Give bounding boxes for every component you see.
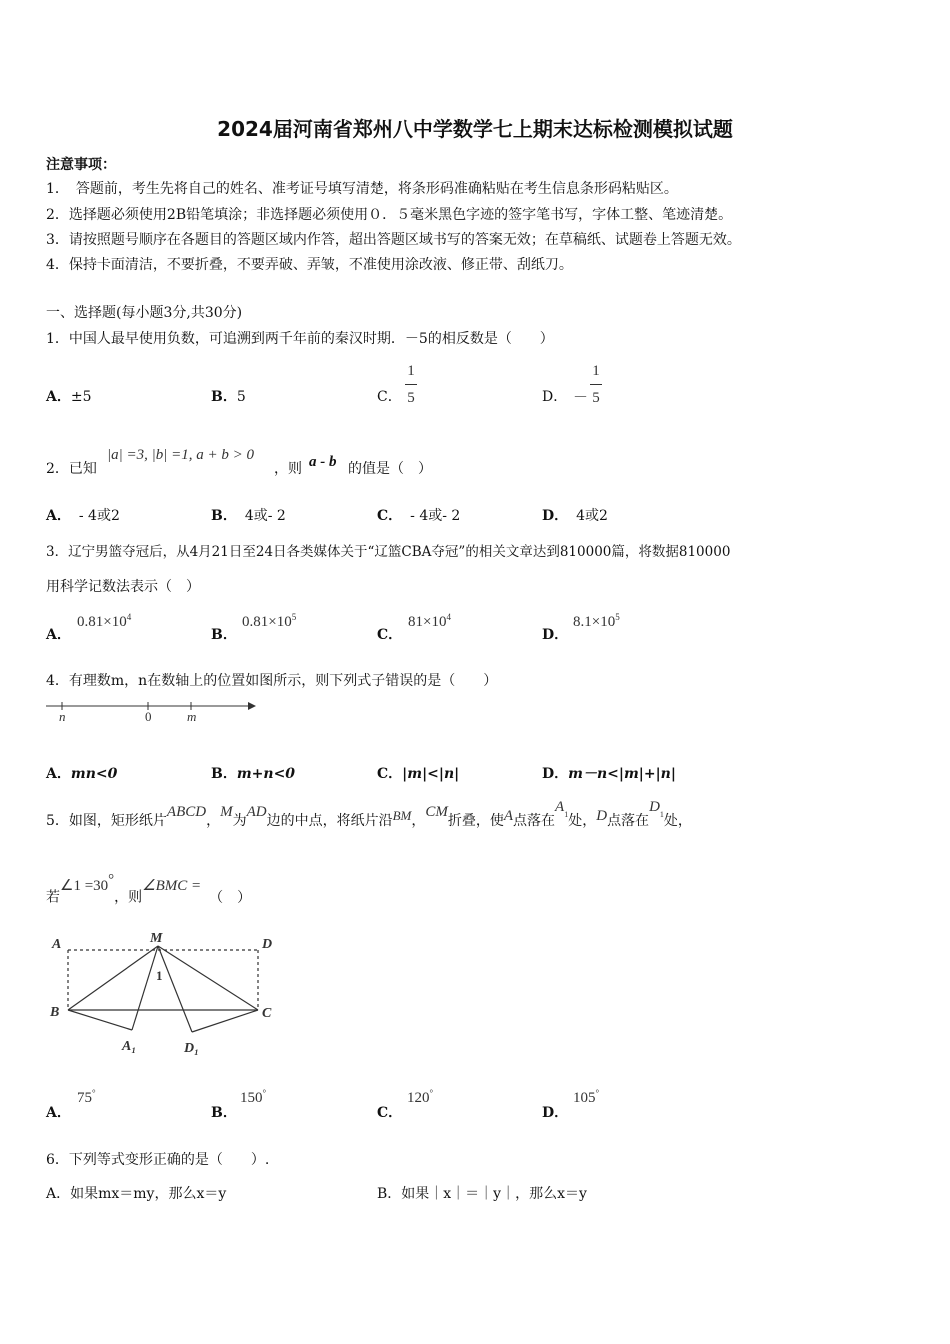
option-value: mn<0 [70, 766, 118, 782]
q2-option-d[interactable] [542, 505, 608, 525]
denominator: 5 [407, 390, 415, 406]
option-label: B． [211, 766, 237, 782]
q3-stem-line1: 3．辽宁男篮夺冠后，从4月21日至24日各类媒体关于“辽篮CBA夺冠”的相关文章达到810000篇，将数据810000 [46, 544, 731, 560]
option-label: A． [46, 766, 71, 782]
note-item: 1． 答题前，考生先将自己的姓名、准考证号填写清楚，将条形码准确粘贴在考生信息条形码粘贴区。 [46, 181, 678, 197]
q3-option-b-label[interactable]: B． [211, 627, 237, 643]
q5-option-b-value: 150° [240, 1088, 267, 1106]
q1-option-a[interactable] [46, 386, 92, 406]
label-0: 0 [145, 709, 152, 724]
point-label-M: M [150, 931, 163, 946]
note-item: 3．请按照题号顺序在各题目的答题区域内作答，超出答题区域书写的答案无效；在草稿纸、试题卷上答题无效。 [46, 232, 741, 248]
option-value: 4或2 [576, 508, 608, 524]
q2-prefix: 2．已知 [46, 461, 97, 477]
q2-option-c[interactable] [377, 505, 460, 525]
option-value: m－n<|m|+|n| [568, 766, 676, 782]
q4-option-b[interactable] [211, 763, 295, 783]
point-label-C: C [262, 1006, 272, 1021]
q6-stem: 6．下列等式变形正确的是（ ）. [46, 1152, 270, 1168]
q6-option-a[interactable]: A．如果mx＝my，那么x＝y [46, 1186, 227, 1202]
q3-option-b-value: $0.81\times 10^5$ [242, 612, 297, 630]
q3-option-c-label[interactable]: C． [377, 627, 403, 643]
q2-suffix: 的值是（ ） [348, 461, 432, 477]
edge-MA1 [132, 946, 158, 1030]
numerator: 1 [592, 363, 600, 379]
point-label-D: D [262, 937, 273, 952]
q4-option-a[interactable] [46, 763, 117, 783]
notes-heading: 注意事项： [46, 157, 116, 173]
q4-option-d[interactable] [542, 763, 676, 783]
q2-option-b[interactable] [211, 505, 286, 525]
q1-option-c-label[interactable]: C． [377, 389, 402, 405]
q4-option-c[interactable] [377, 763, 459, 783]
q1-option-d-fraction [590, 362, 602, 407]
option-label: B． [211, 389, 237, 405]
q1-stem: 1．中国人最早使用负数，可追溯到两千年前的秦汉时期．－5的相反数是（ ） [46, 331, 554, 347]
denominator: 5 [592, 390, 600, 406]
option-label: A． [46, 508, 71, 524]
q3-option-d-value: $8.1\times 10^5$ [573, 612, 620, 630]
option-value: - 4或- 2 [410, 508, 461, 524]
q3-stem-line2: 用科学记数法表示（ ） [46, 579, 200, 595]
number-line-figure [40, 696, 270, 726]
edge-MD1 [158, 946, 192, 1032]
q2-condition: |a| =3, |b| =1, a + b > 0 [107, 447, 254, 463]
q5-option-a-label[interactable]: A． [46, 1105, 71, 1121]
q1-option-d-label[interactable]: D． [542, 389, 568, 405]
fold-CM [158, 946, 258, 1010]
page-title: 2024届河南省郑州八中学数学七上期末达标检测模拟试题 [217, 117, 733, 141]
q4-stem: 4．有理数m，n在数轴上的位置如图所示，则下列式子错误的是（ ） [46, 673, 498, 689]
option-label: A． [46, 389, 71, 405]
note-item: 2．选择题必须使用2B铅笔填涂；非选择题必须使用０．５毫米黑色字迹的签字笔书写，字体工整、笔迹清楚。 [46, 207, 733, 223]
q2-option-a[interactable] [46, 505, 120, 525]
number-line-arrow [248, 702, 256, 710]
option-value: 4或- 2 [244, 508, 286, 524]
angle-label-1: 1 [156, 968, 163, 983]
option-label: D． [542, 508, 569, 524]
point-label-A: A [52, 937, 62, 952]
q3-option-a-label[interactable]: A． [46, 627, 71, 643]
q6-option-b[interactable]: B．如果｜x｜＝｜y｜，那么x＝y [377, 1186, 587, 1202]
option-value: - 4或2 [78, 508, 120, 524]
q5-option-d-label[interactable]: D． [542, 1105, 569, 1121]
point-label-A1: A₁ [122, 1039, 137, 1054]
q5-option-a-value: 75° [77, 1088, 96, 1106]
q5-option-b-label[interactable]: B． [211, 1105, 237, 1121]
point-label-B: B [50, 1005, 60, 1020]
edge-CD1 [192, 1010, 258, 1032]
section-heading: 一、选择题(每小题3分,共30分) [46, 305, 243, 321]
option-value: ±5 [70, 389, 92, 405]
q1-option-c-fraction [405, 362, 417, 407]
q5-option-d-value: 105° [573, 1088, 600, 1106]
edge-BA1 [68, 1010, 132, 1030]
note-item: 4．保持卡面清洁，不要折叠，不要弄破、弄皱，不准使用涂改液、修正带、刮纸刀。 [46, 257, 573, 273]
q1-option-b[interactable] [211, 386, 246, 406]
q2-middle: ，则 [274, 461, 302, 477]
option-value: m+n<0 [236, 766, 296, 782]
option-label: B． [211, 508, 237, 524]
option-label: C． [377, 766, 403, 782]
option-value: |m|<|n| [402, 766, 460, 782]
q1-option-d-sign: － [573, 390, 589, 406]
option-label: D． [542, 766, 569, 782]
option-value: 5 [236, 389, 246, 405]
q5-option-c-label[interactable]: C． [377, 1105, 403, 1121]
q3-option-c-value: $81\times 10^4$ [408, 612, 451, 630]
q3-option-d-label[interactable]: D． [542, 627, 569, 643]
label-m: m [187, 709, 197, 724]
q3-option-a-value: $0.81\times 10^4$ [77, 612, 132, 630]
label-n: n [59, 709, 66, 724]
point-label-D1: D₁ [184, 1041, 199, 1056]
q5-stem-line2: 若∠1 =30°，则∠BMC =（ ） [46, 872, 252, 906]
q2-expression: a - b [309, 454, 337, 470]
q5-option-c-value: 120° [407, 1088, 434, 1106]
q5-rectangle-figure [44, 928, 284, 1058]
option-label: C． [377, 508, 403, 524]
q5-stem-line1: 5．如图，矩形纸片ABCD，M为AD边的中点，将纸片沿BM，CM折叠，使A点落在$A_1$处，D点落在$D_1$处， [46, 799, 692, 829]
numerator: 1 [407, 363, 415, 379]
fold-BM [68, 946, 158, 1010]
